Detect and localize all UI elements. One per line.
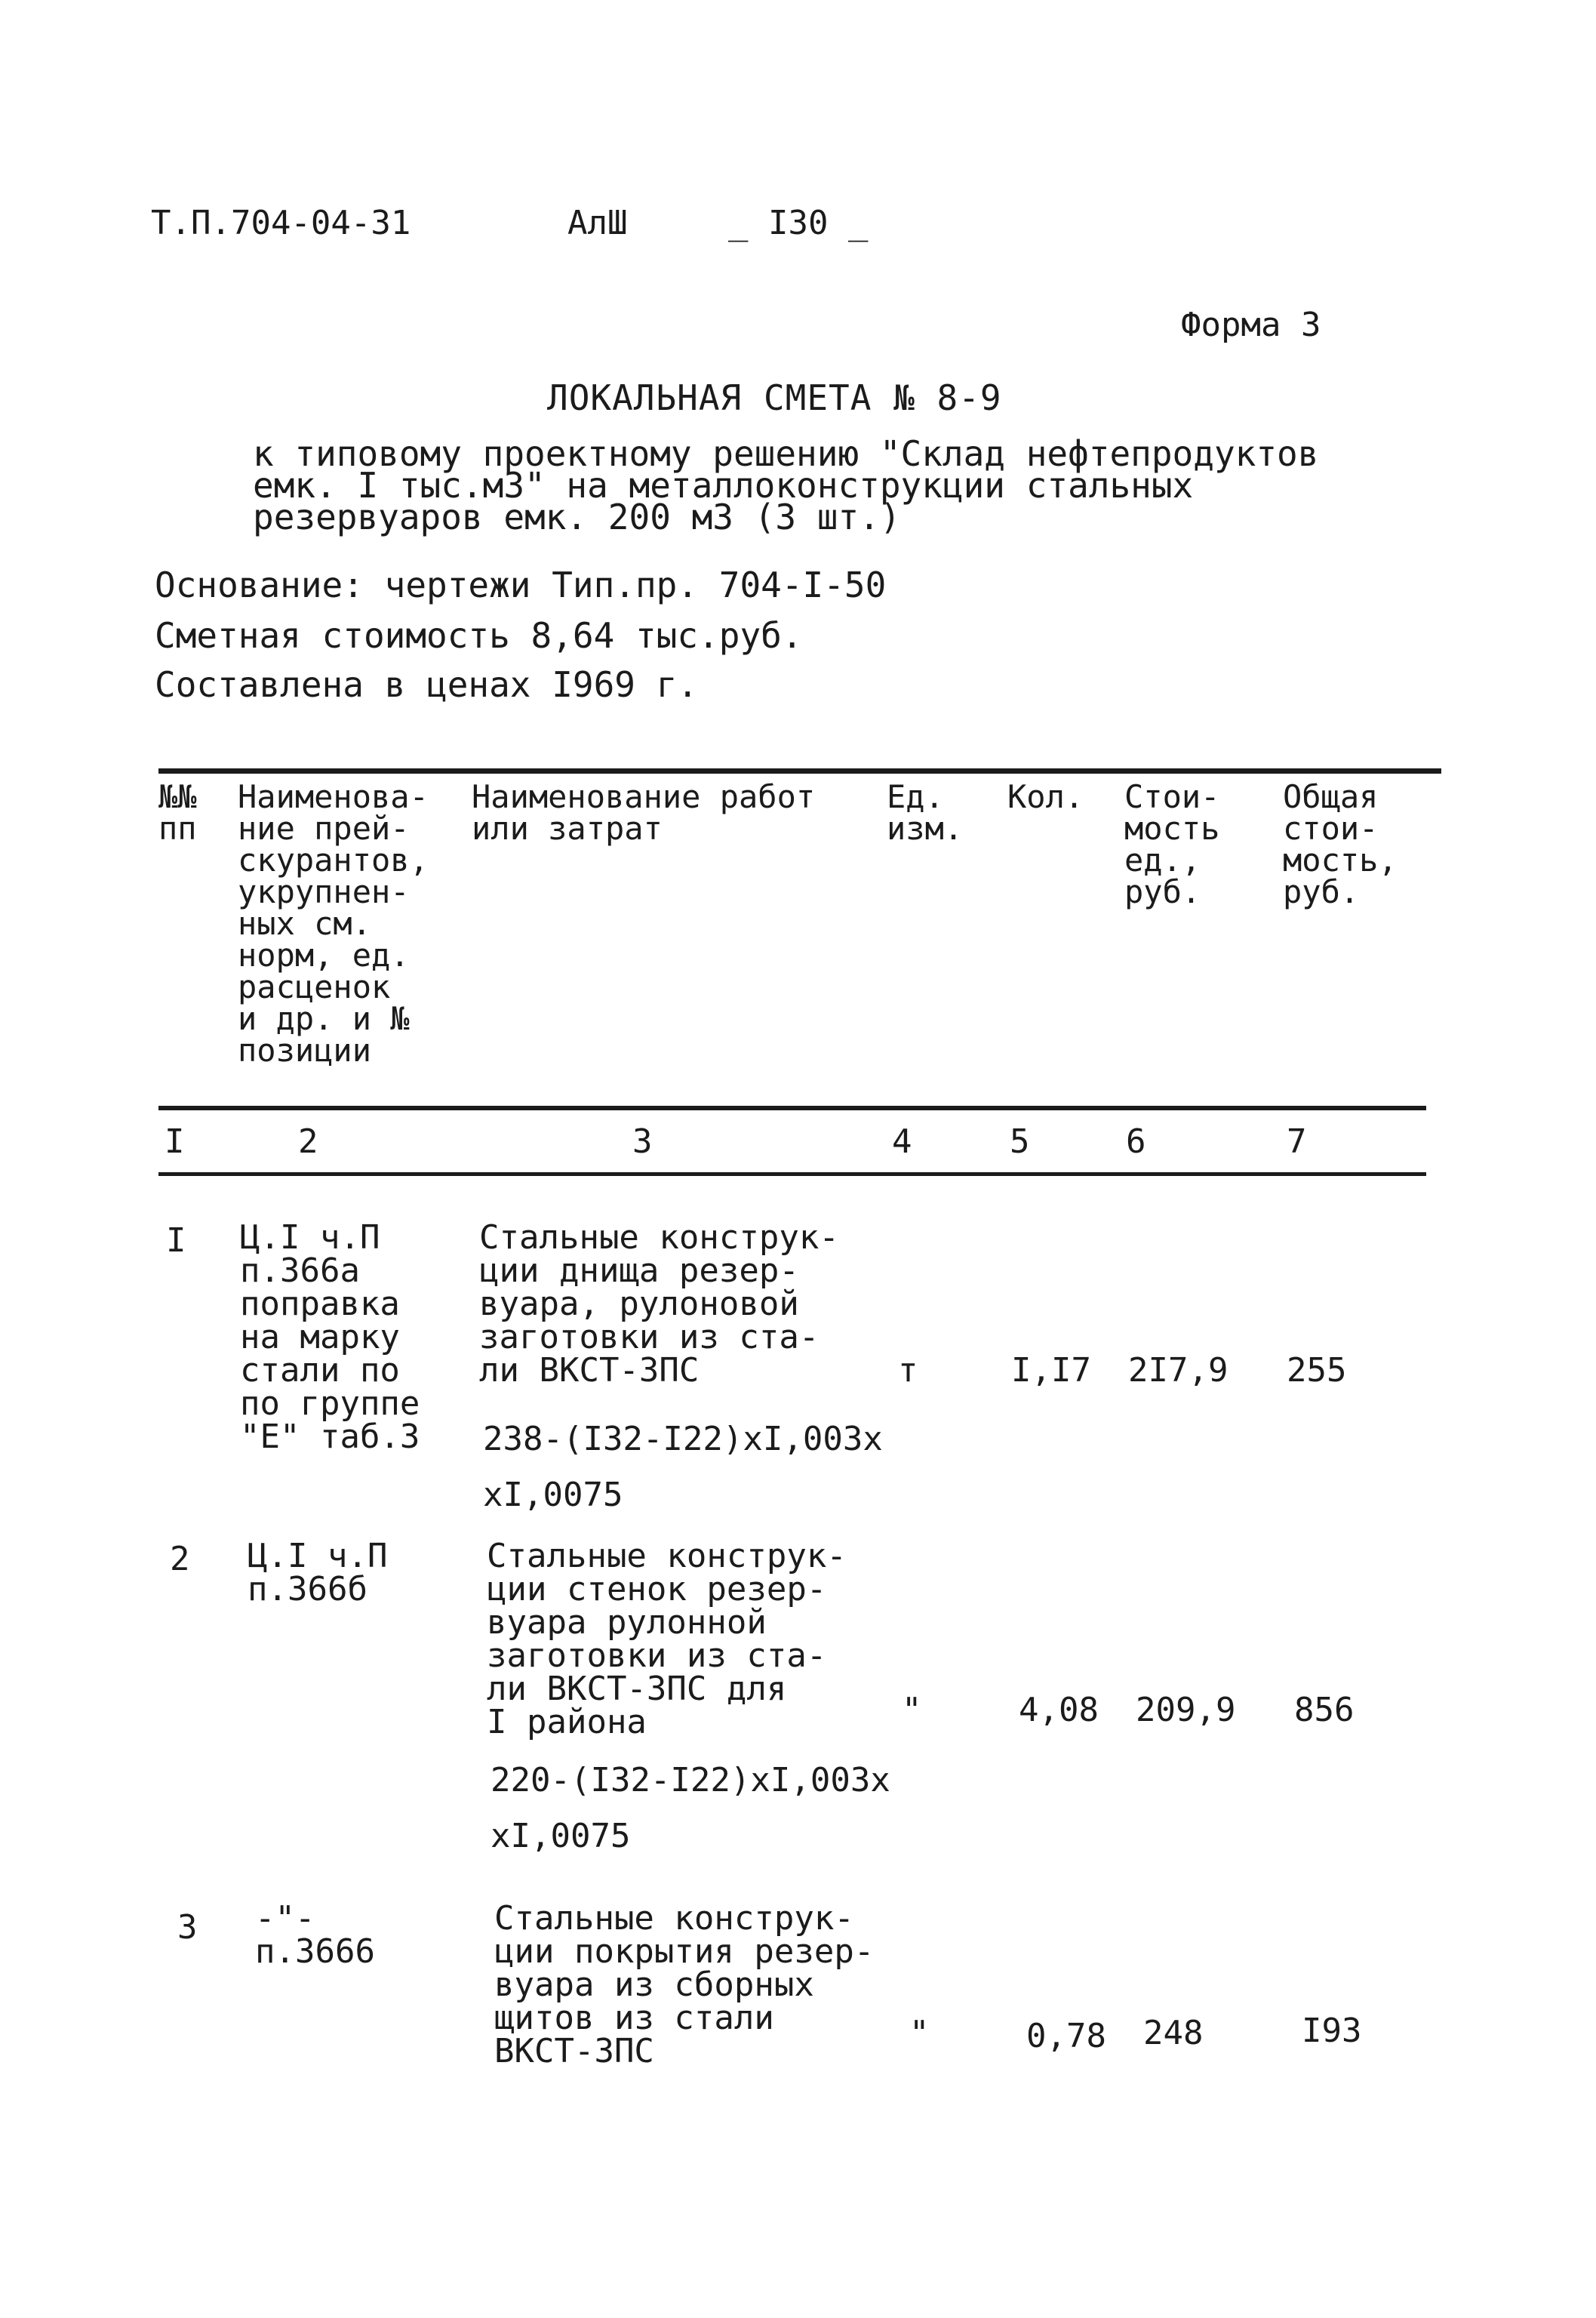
subtitle-line-1: к типовому проектному решению "Склад нефтепродуктов [253, 433, 1319, 474]
document-title: ЛОКАЛЬНАЯ СМЕТА № 8-9 [547, 377, 1002, 418]
table-row-3-quantity: 0,78 [1026, 2017, 1106, 2055]
table-row-2-unit: " [902, 1691, 922, 1729]
estimated-cost-text: Сметная стоимость 8,64 тыс.руб. [155, 615, 803, 656]
header-col-pricelist: Наименова- ние прей- скурантов, укрупнен- ных см. норм, ед. расценок и др. и № позиции [238, 778, 429, 1069]
table-row-1-quantity: I,I7 [1011, 1351, 1091, 1390]
table-row-3-work: Стальные конструк- ции покрытия резер- вуара из сборных щитов из стали ВКСТ-3ПС [494, 1899, 875, 2070]
table-row-1-unit: т [898, 1351, 918, 1390]
table-row-2-number: 2 [170, 1540, 190, 1578]
column-number-6: 6 [1126, 1122, 1146, 1161]
page-number: _ I30 _ [728, 204, 869, 242]
header-col-work: Наименование работ или затрат [472, 778, 816, 847]
table-row-3-reference: -"- п.3666 [255, 1899, 375, 1971]
table-row-3-number: 3 [177, 1908, 198, 1947]
header-bottom-rule [158, 1106, 1426, 1110]
table-row-3-unit: " [909, 2014, 930, 2052]
table-row-1-formula: 238-(I32-I22)xI,003x xI,0075 [483, 1420, 883, 1514]
table-row-2-reference: Ц.I ч.П п.366б [248, 1537, 388, 1608]
form-label: Форма 3 [1181, 306, 1321, 344]
table-row-1-work: Стальные конструк- ции днища резер- вуара, рулоновой заготовки из ста- ли ВКСТ-3ПС [479, 1218, 839, 1390]
table-row-2-work: Стальные конструк- ции стенок резер- вуара рулонной заготовки из ста- ли ВКСТ-3ПС для I района [487, 1537, 847, 1741]
table-row-3-total: I93 [1302, 2012, 1362, 2050]
table-row-1-unit-cost: 2I7,9 [1128, 1351, 1229, 1390]
header-col-qty: Кол. [1007, 778, 1084, 815]
table-row-2-unit-cost: 209,9 [1136, 1691, 1236, 1729]
table-top-rule [158, 768, 1441, 774]
table-row-1-total: 255 [1287, 1351, 1347, 1390]
column-number-5: 5 [1010, 1122, 1030, 1161]
header-col-total: Общая стои- мость, руб. [1283, 778, 1398, 910]
header-col-number: №№ пп [158, 778, 197, 847]
column-number-4: 4 [892, 1122, 912, 1161]
table-row-2-quantity: 4,08 [1019, 1691, 1099, 1729]
column-number-2: 2 [298, 1122, 318, 1161]
column-number-7: 7 [1287, 1122, 1307, 1161]
subtitle-line-2: емк. I тыс.м3" на металлоконструкции стальных [253, 465, 1194, 506]
basis-text: Основание: чертежи Тип.пр. 704-I-50 [155, 565, 887, 605]
header-col-unit-cost: Стои- мость ед., руб. [1124, 778, 1220, 910]
document-code: Т.П.704-04-31 [151, 204, 411, 242]
column-number-1: I [165, 1122, 185, 1161]
table-row-2-total: 856 [1294, 1691, 1355, 1729]
table-row-3-unit-cost: 248 [1143, 2014, 1204, 2052]
table-row-1-reference: Ц.I ч.П п.366а поправка на марку стали по по группе "Е" таб.3 [240, 1218, 420, 1456]
header-col-unit: Ед. изм. [887, 778, 964, 847]
column-number-3: 3 [632, 1122, 653, 1161]
prices-year-text: Составлена в ценах I969 г. [155, 664, 699, 705]
table-row-1-number: I [166, 1221, 186, 1260]
album-label: АлШ [567, 204, 628, 242]
table-row-2-formula: 220-(I32-I22)xI,003x xI,0075 [490, 1761, 890, 1855]
subtitle-line-3: резервуаров емк. 200 м3 (3 шт.) [253, 497, 901, 537]
column-numbers-rule [158, 1172, 1426, 1176]
